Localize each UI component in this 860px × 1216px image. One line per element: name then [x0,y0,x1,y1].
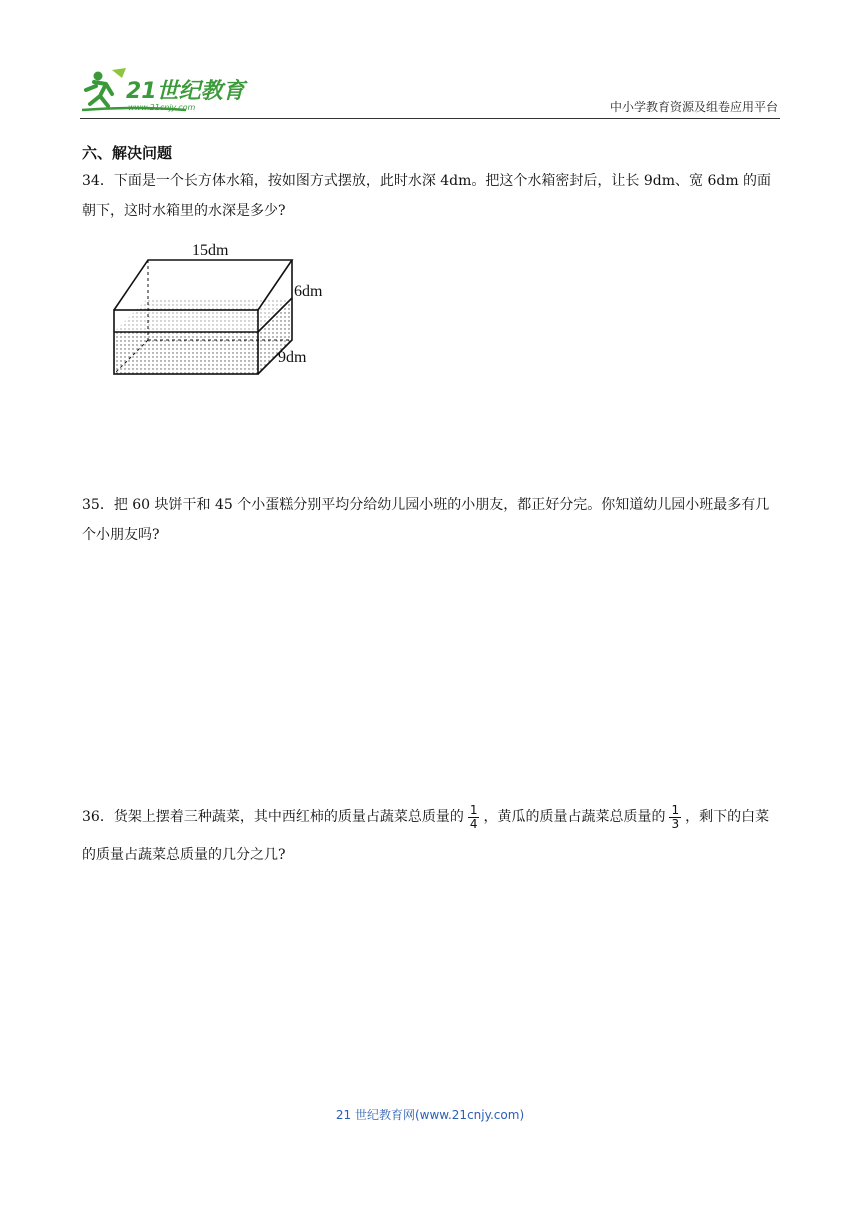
height-label: 6dm [294,283,323,300]
water-tank-figure [108,240,348,380]
logo-main-text: 21世纪教育 [126,79,245,104]
question-text: 把 60 块饼干和 45 个小蛋糕分别平均分给幼儿园小班的小朋友，都正好分完。你知道幼儿园小班最多有几个小朋友吗? [82,497,770,543]
question-text-c: ，剩下的白菜的质量占蔬菜总质量的几分之几? [82,809,770,863]
header-divider [80,118,780,119]
platform-tagline: 中小学教育资源及组卷应用平台 [609,100,778,114]
fraction-one-third: $\frac{1}{3}$ [671,802,680,831]
question-text: 下面是一个长方体水箱，按如图方式摆放，此时水深 4dm。把这个水箱密封后，让长 9dm、宽 6dm 的面朝下，这时水箱里的水深是多少? [82,173,772,219]
width-label: 9dm [278,349,307,366]
question-number: 35． [82,497,114,513]
logo-graphic [76,66,256,114]
length-label: 15dm [192,242,229,259]
question-text-a: 货架上摆着三种蔬菜，其中西红柿的质量占蔬菜总质量的 [113,809,464,825]
site-logo [76,66,256,114]
fraction-one-quarter: $\frac{1}{4}$ [469,802,478,831]
question-34 [82,166,782,226]
section-title: 六、解决问题 [82,144,173,162]
question-36 [82,798,782,874]
question-number: 36． [82,809,114,825]
question-35 [82,490,782,550]
footer-link[interactable]: 21 世纪教育网(www.21cnjy.com) [335,1108,525,1122]
question-text-b: ，黄瓜的质量占蔬菜总质量的 [483,809,666,825]
question-number: 34． [82,173,114,189]
logo-sub-text: www.21cnjy.com [128,103,196,112]
